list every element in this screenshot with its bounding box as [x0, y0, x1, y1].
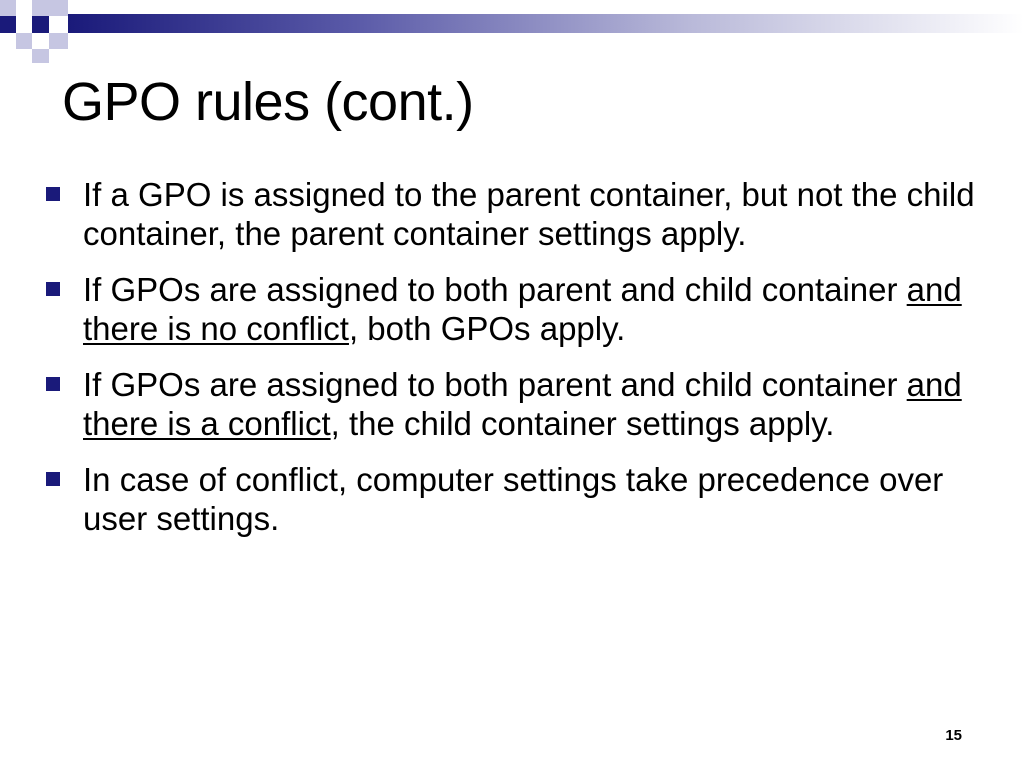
- bullet-item: [40, 460, 1000, 538]
- bullet-text-after: , the child container settings apply.: [330, 405, 835, 442]
- bullet-list: [40, 175, 1000, 555]
- bullet-item: [40, 175, 1000, 253]
- slide-page-number: 15: [945, 727, 962, 744]
- corner-decoration-square: [49, 33, 68, 49]
- square-bullet-icon: [46, 472, 60, 486]
- bullet-text-before: If GPOs are assigned to both parent and child container: [83, 366, 907, 403]
- bullet-item: [40, 365, 1000, 443]
- bullet-text: In case of conflict, computer settings take precedence over user settings.: [83, 461, 944, 537]
- corner-decoration-square: [32, 0, 49, 16]
- corner-decoration-square: [0, 0, 16, 16]
- header-gradient-band: [68, 14, 1024, 33]
- bullet-text-underlined: and there is no conflict: [83, 271, 962, 347]
- corner-decoration-square: [16, 0, 32, 16]
- corner-decoration-square: [32, 49, 49, 63]
- corner-decoration-square: [32, 16, 49, 33]
- square-bullet-icon: [46, 187, 60, 201]
- bullet-text: If a GPO is assigned to the parent container, but not the child container, the parent container settings apply.: [83, 176, 975, 252]
- corner-decoration-square: [16, 33, 32, 49]
- corner-decoration-square: [49, 16, 68, 33]
- slide-title: GPO rules (cont.): [62, 72, 474, 132]
- bullet-text-underlined: and there is a conflict: [83, 366, 962, 442]
- bullet-text-before: If GPOs are assigned to both parent and child container: [83, 271, 907, 308]
- square-bullet-icon: [46, 282, 60, 296]
- bullet-text-after: , both GPOs apply.: [348, 310, 626, 347]
- bullet-item: [40, 270, 1000, 348]
- corner-decoration-square: [16, 16, 32, 33]
- corner-decoration-square: [49, 0, 68, 16]
- corner-decoration-square: [0, 16, 16, 33]
- corner-decoration-square: [32, 33, 49, 49]
- square-bullet-icon: [46, 377, 60, 391]
